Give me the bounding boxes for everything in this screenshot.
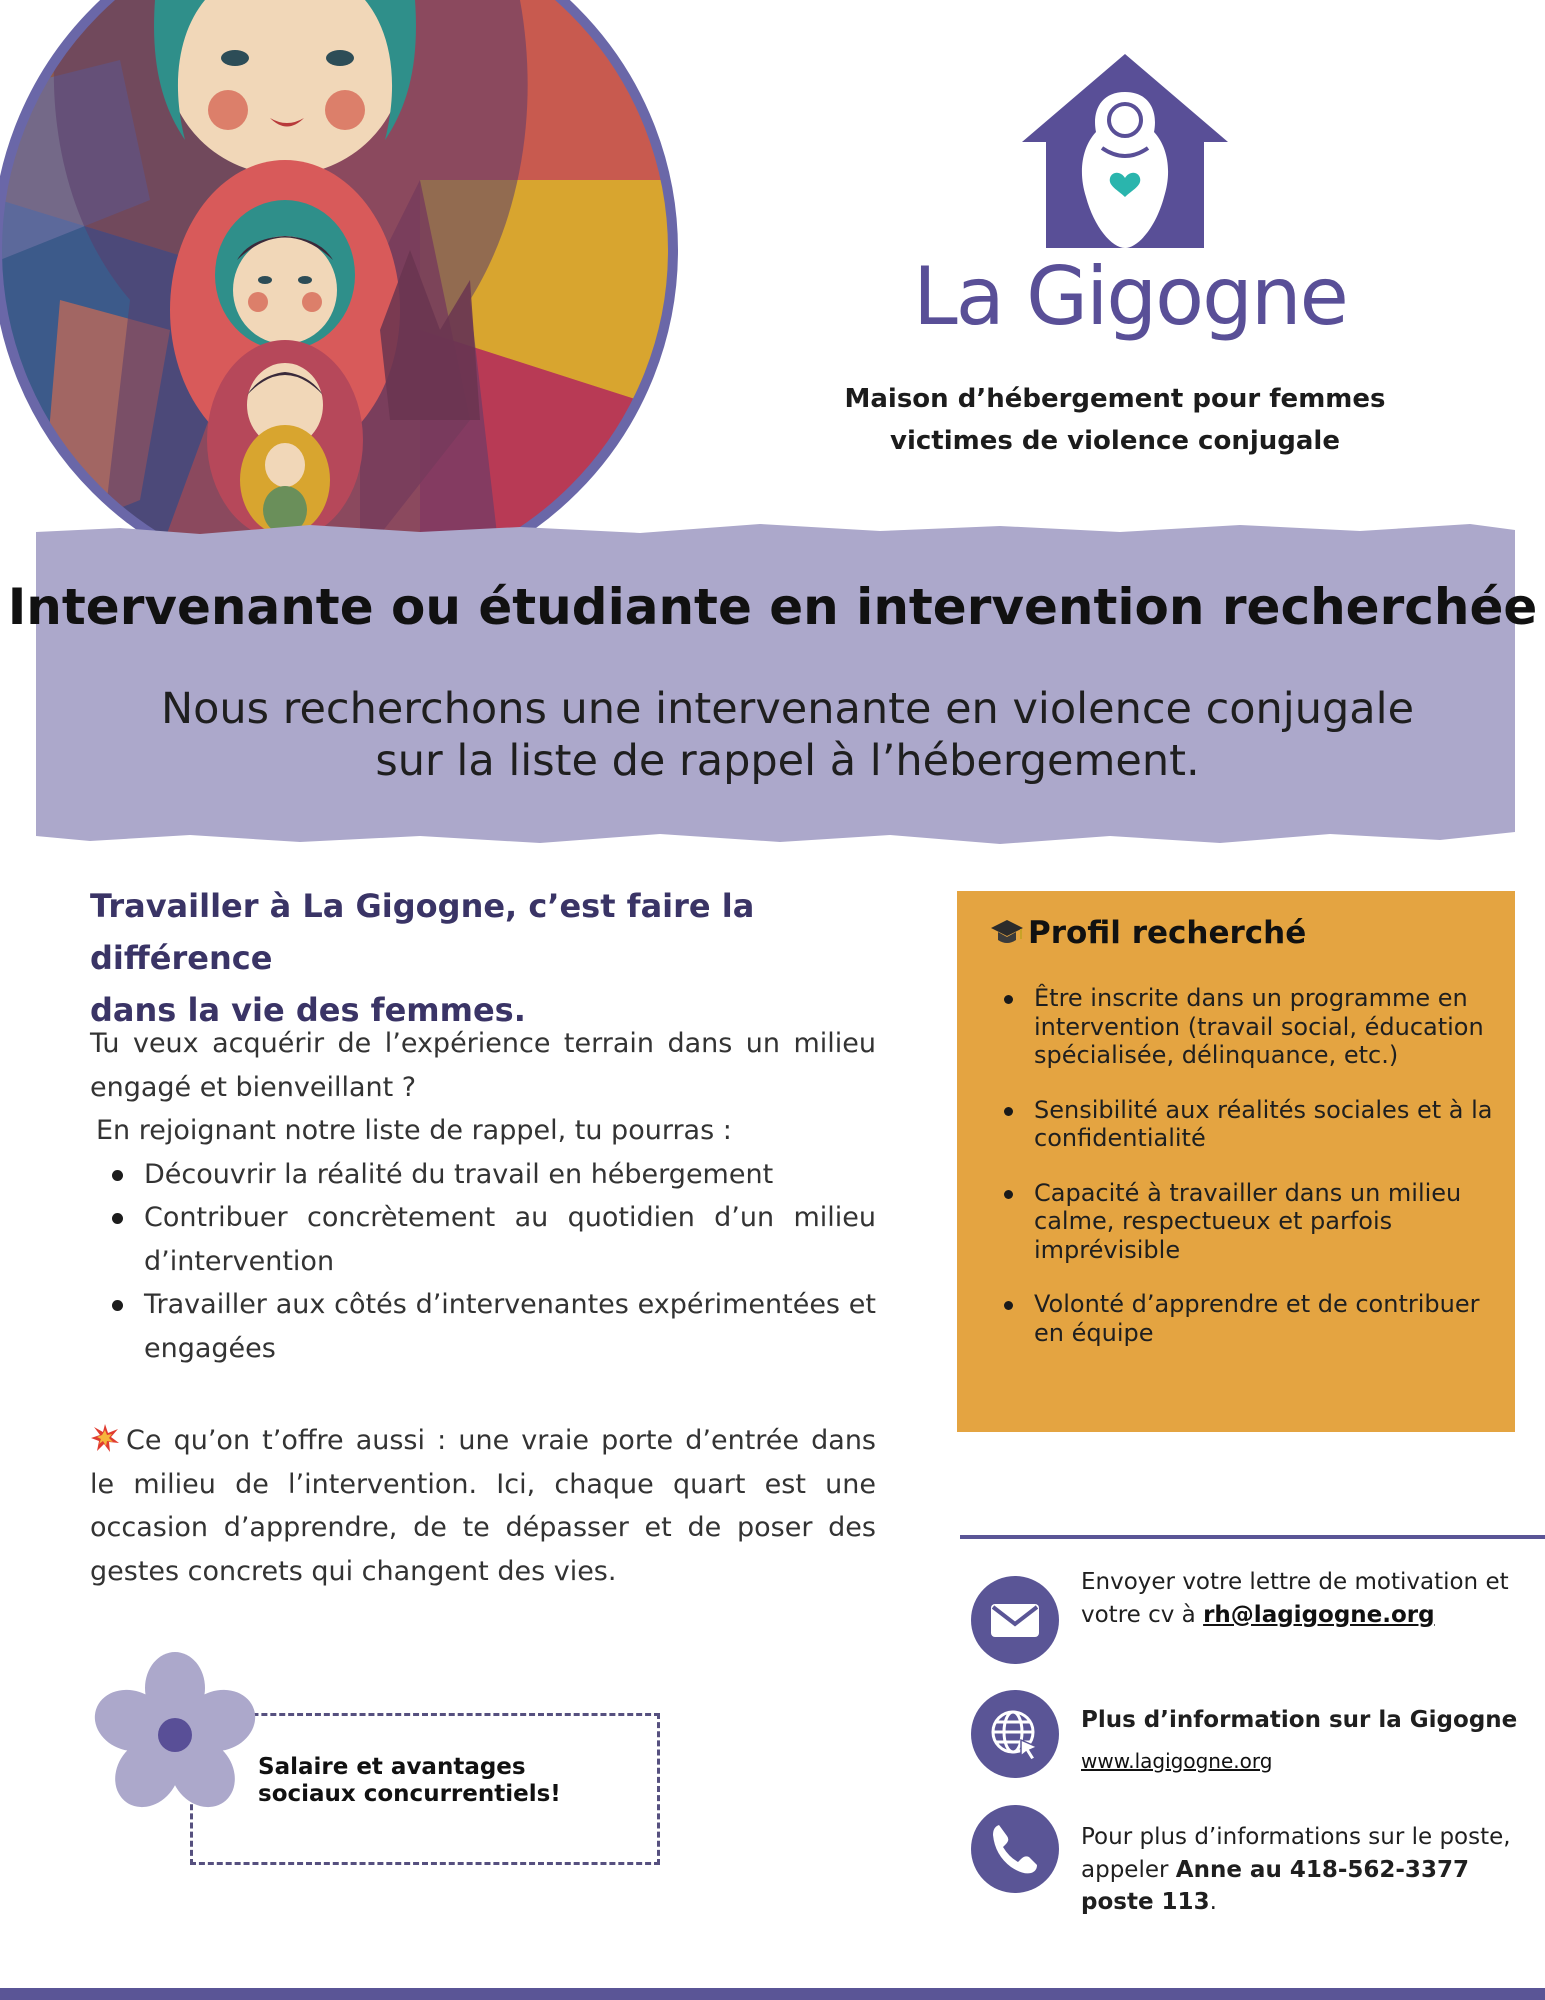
phone-prefix: Pour plus d’informations sur le poste, appeler — [1081, 1824, 1511, 1883]
salary-line-1: Salaire et avantages — [258, 1754, 526, 1780]
intro-body — [90, 1022, 876, 1370]
tagline-line-2: victimes de violence conjugale — [890, 426, 1340, 456]
offer-paragraph — [90, 1419, 876, 1593]
list-item: Capacité à travailler dans un milieu calme, respectueux et parfois imprévisible — [1000, 1179, 1505, 1265]
contact-info — [1081, 1704, 1521, 1777]
intro-heading-line-2: dans la vie des femmes. — [90, 991, 526, 1029]
footer-bar — [0, 1988, 1545, 2000]
banner-title: Intervenante ou étudiante en intervention recherchée — [7, 578, 1538, 636]
tagline — [830, 378, 1400, 462]
banner-subtitle — [80, 683, 1495, 787]
matryoshka-illustration — [0, 0, 700, 580]
logo-wordmark: La Gigogne — [913, 250, 1347, 343]
phone-suffix: . — [1209, 1889, 1217, 1915]
list-item: Travailler aux côtés d’intervenantes expérimentées et engagées — [90, 1283, 876, 1370]
list-item: Découvrir la réalité du travail en hébergement — [90, 1153, 876, 1197]
mail-icon — [971, 1576, 1059, 1664]
profile-title — [990, 915, 1490, 951]
banner-subtitle-line-1: Nous recherchons une intervenante en violence conjugale — [160, 684, 1415, 734]
salary-line-2: sociaux concurrentiels! — [258, 1781, 561, 1807]
intro-lead: En rejoignant notre liste de rappel, tu pourras : — [96, 1115, 732, 1146]
list-item: Contribuer concrètement au quotidien d’un milieu d’intervention — [90, 1196, 876, 1283]
salary-text — [258, 1754, 598, 1808]
banner-subtitle-line-2: sur la liste de rappel à l’hébergement. — [375, 736, 1200, 786]
website-link[interactable]: www.lagigogne.org — [1081, 1748, 1273, 1773]
offer-text: Ce qu’on t’offre aussi : une vraie porte d’entrée dans le milieu de l’intervention. Ici, chaque quart est une occasion d’apprendre, de te dépasser et de poser des gestes concrets qui changent des vies. — [90, 1425, 876, 1587]
collision-sparkle-icon — [90, 1423, 120, 1453]
intro-heading-line-1: Travailler à La Gigogne, c’est faire la différence — [90, 887, 755, 977]
list-item: Volonté d’apprendre et de contribuer en équipe — [1000, 1290, 1505, 1347]
info-title: Plus d’information sur la Gigogne — [1081, 1707, 1518, 1733]
profile-list — [1000, 984, 1505, 1373]
mail-instructions: Envoyer votre lettre de motivation et votre cv à — [1081, 1569, 1509, 1628]
flower-icon — [90, 1650, 260, 1820]
intro-question: Tu veux acquérir de l’expérience terrain dans un milieu engagé et bienveillant ? — [90, 1028, 876, 1103]
list-item: Être inscrite dans un programme en intervention (travail social, éducation spécialisée, délinquance, etc.) — [1000, 984, 1505, 1070]
globe-icon — [971, 1690, 1059, 1778]
contact-phone — [1081, 1821, 1521, 1919]
contact-divider — [960, 1535, 1545, 1539]
phone-icon — [971, 1805, 1059, 1893]
phone-contact: Anne au 418-562-3377 poste 113 — [1081, 1856, 1469, 1915]
list-item: Sensibilité aux réalités sociales et à la confidentialité — [1000, 1096, 1505, 1153]
intro-heading — [90, 880, 890, 1036]
graduation-cap-icon — [990, 917, 1024, 947]
benefits-list — [90, 1153, 876, 1371]
email-link[interactable]: rh@lagigogne.org — [1203, 1601, 1435, 1628]
house-matryoshka-heart-icon — [1020, 52, 1230, 252]
profile-title-text: Profil recherché — [1028, 915, 1307, 951]
contact-mail — [1081, 1566, 1521, 1631]
tagline-line-1: Maison d’hébergement pour femmes — [844, 384, 1386, 414]
